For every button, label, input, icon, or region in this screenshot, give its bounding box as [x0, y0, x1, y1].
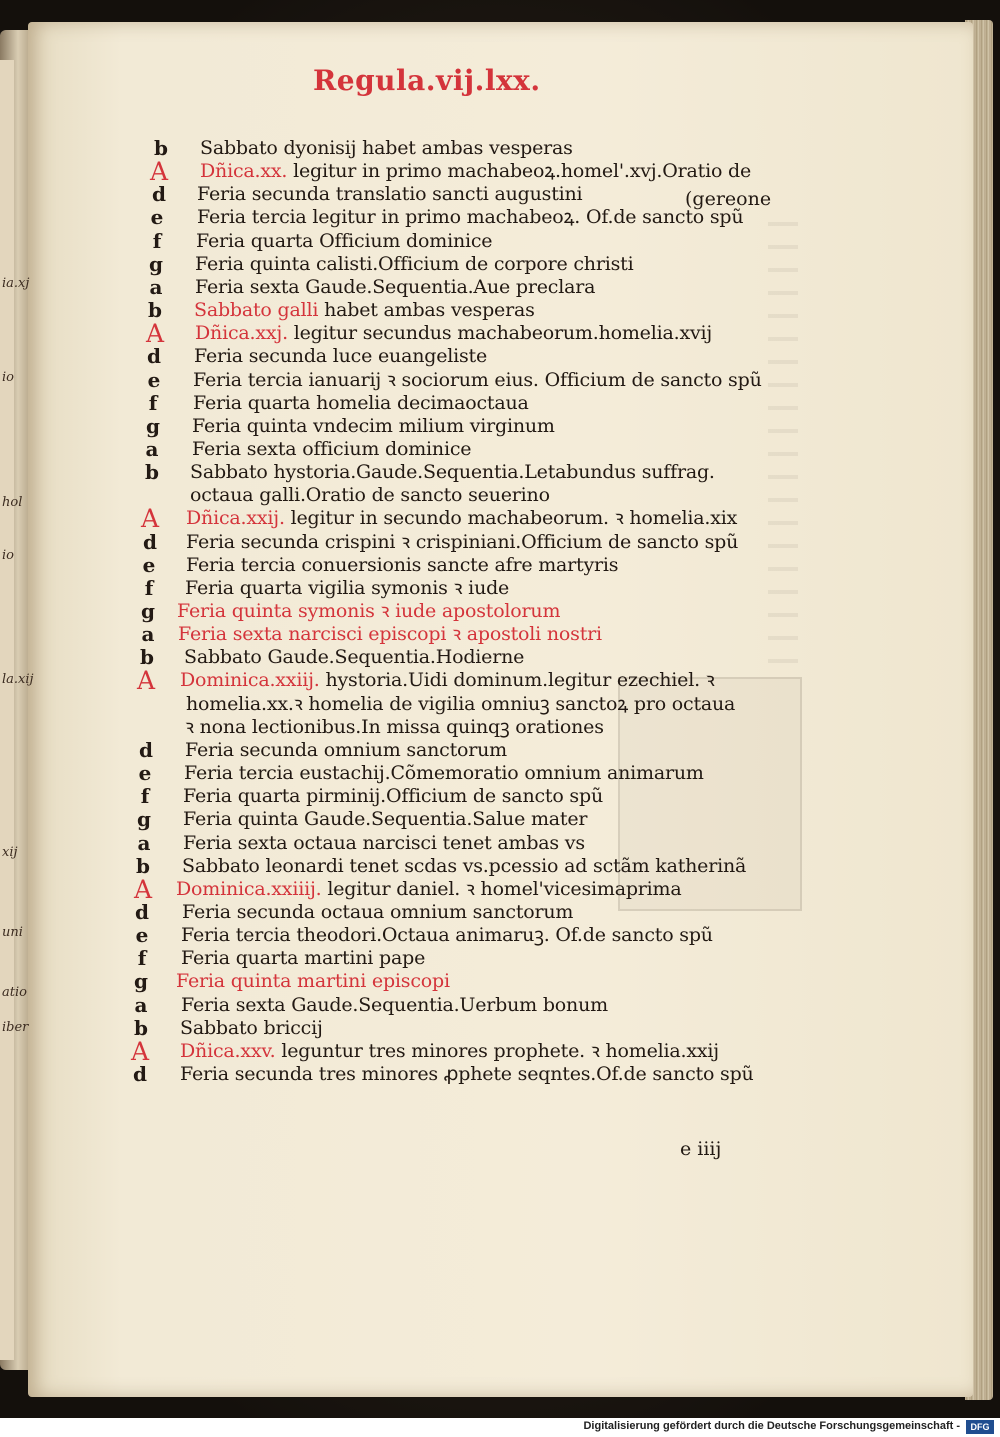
table-row	[0, 276, 1000, 299]
body-text: Feria sexta octaua narcisci tenet ambas vs	[183, 832, 585, 854]
left-page-fragment: la.xij	[2, 672, 34, 687]
signature-mark: e iiij	[680, 1138, 722, 1160]
left-page-fragment: hol	[2, 495, 23, 510]
dominical-letter: b	[134, 1016, 148, 1040]
dominical-letter: A	[149, 157, 169, 186]
entry-text	[190, 461, 715, 484]
entry-text	[182, 901, 573, 924]
entry-text	[197, 183, 582, 206]
table-row	[0, 947, 1000, 970]
dominical-letter: g	[146, 414, 160, 438]
dominical-letter: e	[135, 923, 149, 947]
body-text: hystoria.Uidi dominum.legitur ezechiel. ꝛ	[319, 669, 715, 691]
dominical-letter: a	[145, 437, 159, 461]
body-text: Feria secunda translatio sancti augustini	[197, 183, 583, 205]
left-page-fragment: io	[2, 370, 14, 385]
rubric-text: Dominica.xxiiij.	[176, 878, 322, 900]
rubric-text: Feria quinta symonis ꝛ iude apostolorum	[177, 600, 561, 622]
table-row	[0, 577, 1000, 600]
table-row	[0, 206, 1000, 229]
page-title: Regula.vij.lxx.	[313, 64, 541, 97]
body-text: legitur in primo machabeoꝝ.homel'.xvj.Oratio de	[287, 160, 752, 182]
body-text: Feria quarta vigilia symonis ꝛ iude	[185, 577, 510, 599]
body-text: leguntur tres minores prophete. ꝛ homelia.xxij	[275, 1040, 719, 1062]
dominical-letter: A	[136, 666, 156, 695]
table-row	[0, 716, 1000, 739]
body-text: Sabbato hystoria.Gaude.Sequentia.Letabundus suffrag.	[190, 461, 715, 483]
dominical-letter: d	[143, 530, 157, 554]
table-row	[0, 1063, 1000, 1086]
rubric-text: Dñica.xxij.	[186, 507, 285, 529]
dominical-letter: e	[142, 553, 156, 577]
entry-text	[185, 577, 509, 600]
table-row	[0, 600, 1000, 623]
dominical-letter: d	[133, 1062, 147, 1086]
table-row	[0, 415, 1000, 438]
body-text: Sabbato Gaude.Sequentia.Hodierne	[184, 646, 525, 668]
entry-text	[181, 947, 425, 970]
table-row	[0, 901, 1000, 924]
body-text: octaua galli.Oratio de sancto seuerino	[190, 484, 550, 506]
body-text: Feria secunda crispini ꝛ crispiniani.Officium de sancto spũ	[186, 531, 739, 553]
table-row	[0, 739, 1000, 762]
entry-text	[190, 484, 550, 507]
body-text: legitur daniel. ꝛ homel'vicesimaprima	[321, 878, 682, 900]
left-page-fragment: atio	[2, 985, 27, 1000]
left-page-fragment: uni	[2, 925, 23, 940]
entry-text	[176, 878, 682, 901]
left-page-fragment: iber	[2, 1020, 29, 1035]
dominical-letter: g	[141, 599, 155, 623]
entry-text	[185, 716, 604, 739]
table-row	[0, 531, 1000, 554]
body-text: Feria tercia legitur in primo machabeoꝝ. Of.de sancto spũ	[197, 206, 744, 228]
table-row	[0, 319, 1000, 348]
dominical-letter: e	[138, 761, 152, 785]
entry-text	[182, 855, 746, 878]
table-row	[0, 666, 1000, 695]
dominical-letter: f	[140, 784, 150, 808]
table-row	[0, 253, 1000, 276]
table-row	[0, 623, 1000, 646]
entry-text	[193, 369, 762, 392]
dominical-letter: g	[134, 969, 148, 993]
entry-text	[177, 600, 560, 623]
entry-text	[196, 230, 492, 253]
entry-text	[186, 693, 735, 716]
dominical-letter: a	[149, 275, 163, 299]
body-text: Feria secunda octaua omnium sanctorum	[182, 901, 574, 923]
table-row	[0, 693, 1000, 716]
dominical-letter: d	[152, 182, 166, 206]
table-row	[0, 970, 1000, 993]
dominical-letter: f	[148, 391, 158, 415]
table-row	[0, 994, 1000, 1017]
entry-text	[180, 669, 715, 692]
body-text: legitur secundus machabeorum.homelia.xvij	[287, 322, 713, 344]
body-text: Feria quarta Officium dominice	[196, 230, 493, 252]
body-text: Feria secunda tres minores ꝓphete seqntes.Of.de sancto spũ	[180, 1063, 754, 1085]
entry-text	[181, 924, 713, 947]
entry-text	[195, 253, 633, 276]
table-row	[0, 762, 1000, 785]
entry-text	[183, 832, 585, 855]
body-text: legitur in secundo machabeorum. ꝛ homelia.xix	[284, 507, 738, 529]
body-text: Feria quarta pirminij.Officium de sancto spũ	[183, 785, 603, 807]
entry-text	[192, 438, 471, 461]
table-row	[0, 924, 1000, 947]
body-text: Feria quinta vndecim milium virginum	[192, 415, 555, 437]
table-row	[0, 461, 1000, 484]
dominical-letter: f	[137, 946, 147, 970]
rubric-text: Sabbato galli	[194, 299, 319, 321]
entry-text	[186, 531, 738, 554]
dominical-letter: d	[147, 344, 161, 368]
footer-bar	[0, 1418, 1000, 1437]
left-page-fragment: io	[2, 548, 14, 563]
dominical-letter: b	[136, 854, 150, 878]
body-text: Feria tercia eustachij.Cõmemoratio omnium animarum	[184, 762, 704, 784]
dominical-letter: b	[145, 460, 159, 484]
table-row	[0, 183, 1000, 206]
dominical-letter: b	[148, 298, 162, 322]
body-text: Feria tercia conuersionis sancte afre martyris	[186, 554, 619, 576]
rubric-text: Dominica.xxiij.	[180, 669, 320, 691]
dominical-letter: a	[141, 622, 155, 646]
rubric-text: Feria sexta narcisci episcopi ꝛ apostoli nostri	[178, 623, 602, 645]
entry-text	[192, 415, 555, 438]
dominical-letter: A	[130, 1037, 150, 1066]
table-row	[0, 832, 1000, 855]
dominical-letter: A	[145, 319, 165, 348]
rubric-text: Dñica.xxv.	[180, 1040, 276, 1062]
table-row	[0, 392, 1000, 415]
body-text: Feria secunda omnium sanctorum	[185, 739, 507, 761]
body-text: habet ambas vesperas	[318, 299, 535, 321]
table-row	[0, 504, 1000, 533]
entry-text	[180, 1040, 719, 1063]
dominical-letter: A	[140, 504, 160, 533]
body-text: Feria sexta Gaude.Sequentia.Aue preclara	[195, 276, 596, 298]
rubric-text: Dñica.xx.	[200, 160, 288, 182]
dominical-letter: b	[140, 645, 154, 669]
entry-text	[184, 762, 704, 785]
entry-text	[195, 322, 712, 345]
entry-text	[200, 137, 573, 160]
body-text: Feria quinta Gaude.Sequentia.Salue mater	[183, 808, 588, 830]
table-row	[0, 554, 1000, 577]
entry-text	[184, 646, 524, 669]
table-row	[0, 1017, 1000, 1040]
footer-credit: Digitalisierung gefördert durch die Deutsche Forschungsgemeinschaft -	[583, 1420, 960, 1432]
table-row	[0, 369, 1000, 392]
table-row	[0, 438, 1000, 461]
dominical-letter: d	[135, 900, 149, 924]
continuation-note: (gereone	[685, 188, 772, 210]
dominical-letter: f	[152, 229, 162, 253]
body-text: Sabbato leonardi tenet scdas vs.pcessio ad sctãm katherinã	[182, 855, 747, 877]
body-text: homelia.xx.ꝛ homelia de vigilia omniuꝫ sanctoꝝ pro octaua	[186, 693, 736, 715]
entry-text	[176, 970, 450, 993]
dominical-letter: b	[154, 136, 168, 160]
entry-text	[180, 1063, 754, 1086]
entry-text	[185, 739, 507, 762]
body-text: Sabbato briccij	[180, 1017, 323, 1039]
entry-text	[186, 554, 618, 577]
body-text: Feria sexta Gaude.Sequentia.Uerbum bonum	[181, 994, 608, 1016]
dominical-letter: A	[133, 875, 153, 904]
table-row	[0, 808, 1000, 831]
body-text: ꝛ nona lectionibus.In missa quinqꝫ orationes	[185, 716, 604, 738]
dominical-letter: g	[137, 807, 151, 831]
left-page-fragment: xij	[2, 845, 18, 860]
body-text: Feria quarta homelia decimaoctaua	[193, 392, 529, 414]
body-text: Feria tercia ianuarij ꝛ sociorum eius. Officium de sancto spũ	[193, 369, 762, 391]
entry-text	[178, 623, 602, 646]
body-text: Feria sexta officium dominice	[192, 438, 472, 460]
dominical-letter: e	[147, 368, 161, 392]
dfg-logo: DFG	[966, 1420, 994, 1434]
table-row	[0, 785, 1000, 808]
dominical-letter: a	[134, 993, 148, 1017]
entry-text	[200, 160, 751, 183]
table-row	[0, 230, 1000, 253]
dominical-letter: g	[149, 252, 163, 276]
table-row	[0, 345, 1000, 368]
entry-text	[194, 299, 535, 322]
body-text: Feria quinta calisti.Officium de corpore christi	[195, 253, 634, 275]
table-row	[0, 1037, 1000, 1066]
entry-text	[194, 345, 487, 368]
entry-text	[197, 206, 743, 229]
dominical-letter: e	[150, 205, 164, 229]
entry-text	[180, 1017, 323, 1040]
table-row	[0, 157, 1000, 186]
entry-text	[186, 507, 737, 530]
body-text: Feria secunda luce euangeliste	[194, 345, 488, 367]
entry-text	[183, 785, 603, 808]
entry-text	[193, 392, 529, 415]
table-row	[0, 875, 1000, 904]
body-text: Feria quarta martini pape	[181, 947, 426, 969]
entry-text	[181, 994, 608, 1017]
rubric-text: Feria quinta martini episcopi	[176, 970, 450, 992]
dominical-letter: f	[144, 576, 154, 600]
rubric-text: Dñica.xxj.	[195, 322, 288, 344]
entry-text	[195, 276, 595, 299]
entry-text	[183, 808, 587, 831]
body-text: Feria tercia theodori.Octaua animaruꝫ. Of.de sancto spũ	[181, 924, 713, 946]
dominical-letter: d	[139, 738, 153, 762]
left-page-fragment: ia.xj	[2, 276, 30, 291]
dominical-letter: a	[137, 831, 151, 855]
body-text: Sabbato dyonisij habet ambas vesperas	[200, 137, 573, 159]
